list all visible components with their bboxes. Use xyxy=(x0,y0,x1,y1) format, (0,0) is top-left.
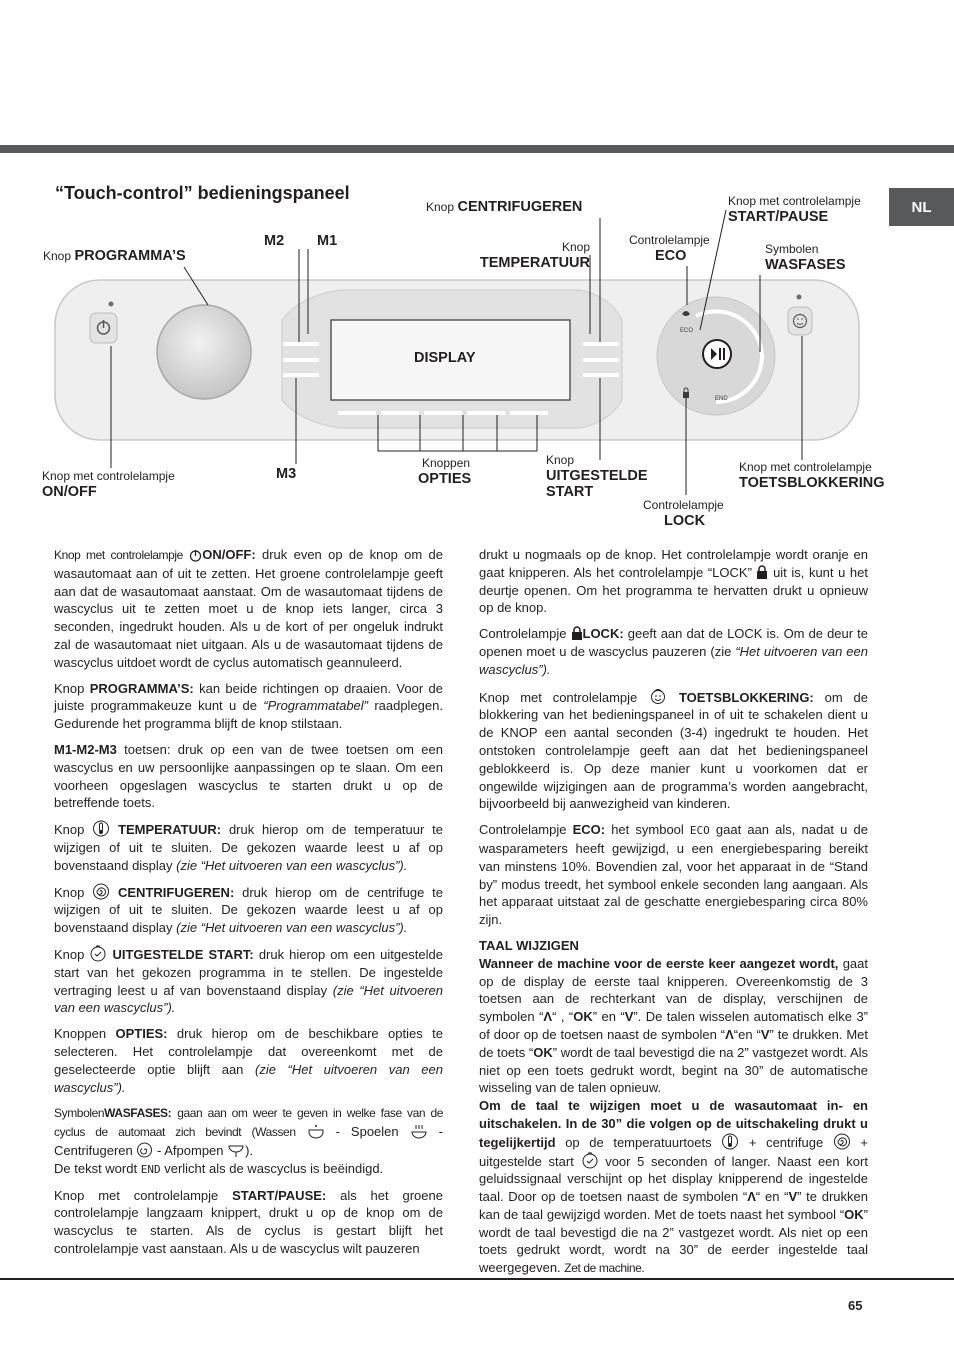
paragraph-programmas: Knop PROGRAMMA’S: kan beide richtingen op draaien. Voor de juiste programmakeuze kunt u de “Programmatabel” raadplegen. Gedurende het programma blijft de knop stilstaan. xyxy=(54,680,443,732)
m3-key xyxy=(283,373,319,377)
option-key-3 xyxy=(424,411,462,415)
section-title: “Touch-control” bedieningspaneel xyxy=(55,183,350,203)
language-tab: NL xyxy=(889,188,954,226)
label-uitgestelde-start: Knop UITGESTELDE START xyxy=(546,453,648,500)
taal-paragraph-1: Wanneer de machine voor de eerste keer aangezet wordt, gaat op de display de eerste taal knipperen. Overeenkomstig de 3 toetsen aan de rechterkant van de display, verschijnen de symbolen “Λ“ , “OK” en “V”. De talen wisselen automatisch elke 3” of door op de toetsen naast de symbolen “Λ“en “V” te drukken. Met de toets “OK” wordt de taal bevestigd die na 2” vastgezet wordt. Als niet op een toets gedrukt wordt, begint na 30” de automatische wisseling van de talen opnieuw. xyxy=(479,955,869,1096)
thermometer-icon xyxy=(721,1133,739,1150)
child-lock-icon xyxy=(648,687,668,705)
thermometer-icon xyxy=(92,820,110,837)
spin-phase-icon xyxy=(136,1142,153,1158)
left-column xyxy=(54,546,443,1266)
label-wasfases: Symbolen WASFASES xyxy=(765,242,846,273)
spin-icon xyxy=(92,883,110,900)
bottom-rule xyxy=(0,1278,954,1280)
label-temperatuur: Knop TEMPERATUUR xyxy=(479,240,590,271)
paragraph-wasfases: SymbolenWASFASES: gaan aan om weer te geven in welke fase van de cyclus de automaat zich bevindt (Wassen - Spoelen - Centrifugeren - Afpompen ). De tekst wordt END verlicht als de wascyclus is beëindigd. xyxy=(54,1106,443,1176)
taal-paragraph-2: Om de taal te wijzigen moet u de wasautomaat in- en uitschakelen. In de 30” die volgen op de uitschakeling drukt u tegelijkertijd op de temperatuurtoets + centrifuge + uitgestelde start voor 5 seconden of langer. Naast een kort geluidssignaal verschijnt op het display knipperend de ingestelde taal. Door op de toetsen naast de symbolen “Λ“ en “V” te drukken kan de taal gewijzigd worden. Met de toets naast het symbool “OK” wordt de taal bevestigd die na 2” vastgezet wordt. Als niet op een toets gedrukt wordt, wordt na 30” de eerder ingestelde taal weergegeven. Zet de machine. xyxy=(479,1098,869,1276)
label-centrifugeren: Knop CENTRIFUGEREN xyxy=(426,199,583,215)
paragraph-temperatuur: Knop TEMPERATUUR: druk hierop om de temperatuur te wijzigen of uit te sluiten. De gekozen waarde leest u af op bovenstaand display (zie “Het uitvoeren van een wascyclus”). xyxy=(54,822,443,873)
paragraph-start-pause-cont: drukt u nogmaals op de knop. Het controlelampje wordt oranje en gaat knipperen. Als het controlelampje “LOCK” uit is, kunt u het deurtje openen. Om het programma te hervatten drukt u opnieuw op de knop. xyxy=(479,547,868,616)
taal-heading: TAAL WIJZIGEN xyxy=(479,937,579,953)
child-lock-button xyxy=(788,307,812,335)
label-m2: M2 xyxy=(264,233,285,249)
child-lock-led xyxy=(797,295,802,300)
label-m3: M3 xyxy=(276,466,297,482)
paragraph-uitgestelde-start: Knop UITGESTELDE START: druk hierop om een uitgestelde start van het gekozen programma in te stellen. De ingestelde vertraging leest u af van bovenstaand display (zie “Het uitvoeren van een wascyclus”). xyxy=(54,946,444,1016)
label-lock: Controlelampje LOCK xyxy=(643,498,724,529)
delay-timer-icon xyxy=(581,1152,599,1169)
label-opties: Knoppen OPTIES xyxy=(418,456,472,487)
on-off-led xyxy=(109,302,114,307)
rinse-icon xyxy=(410,1123,428,1139)
right-key-1 xyxy=(583,342,619,346)
label-on-off: Knop met controlelampje ON/OFF xyxy=(42,469,175,500)
lock-icon xyxy=(571,626,583,641)
paragraph-m1-m3: M1-M2-M3 toetsen: druk op een van de twee toetsen om een wascyclus en uw persoonlijke aanpassingen op te slaan. Om een voorheen opgeslagen wascyclus te starten drukt u op de betreffende toets. xyxy=(54,741,443,811)
lock-icon xyxy=(756,565,768,580)
option-key-1 xyxy=(338,411,376,415)
paragraph-toetsblokkering: Knop met controlelampje TOETSBLOKKERING: om de blokkering van het bedieningspaneel in of uit te schakelen dient u de KNOP een aantal seconden (3-4) ingedrukt te houden. Het ontstoken controlelampje geeft aan dat het bedieningspaneel geblokkeerd is. Op deze manier kunt u voorkomen dat er ongewilde wijzigingen aan de programma’s worden aangebracht, bijvoorbeeld bij aanwezigheid van kinderen. xyxy=(479,687,868,814)
option-key-2 xyxy=(381,411,419,415)
right-key-2 xyxy=(583,358,619,362)
option-key-5 xyxy=(510,411,548,415)
label-programmas: Knop PROGRAMMA’S xyxy=(43,248,186,264)
label-eco: Controlelampje ECO xyxy=(629,233,710,264)
power-icon xyxy=(189,549,202,562)
paragraph-opties: Knoppen OPTIES: druk hierop om de beschikbare opties te selecteren. Het controlelampje dat overeenkomt met de geselecteerde optie blijft aan (zie “Het uitvoeren van een wascyclus”). xyxy=(54,1026,443,1095)
paragraph-centrifugeren: Knop CENTRIFUGEREN: druk hierop om de centrifuge te wijzigen of uit te sluiten. De gekozen waarde leest u af op bovenstaand display (zie “Het uitvoeren van een wascyclus”). xyxy=(54,884,443,936)
label-m1: M1 xyxy=(317,233,338,249)
right-column xyxy=(479,546,868,1278)
option-key-4 xyxy=(467,411,505,415)
paragraph-lock: Controlelampje LOCK: geeft aan dat de LOCK is. Om de deur te openen moet u de wascyclus pauzeren (zie “Het uitvoeren van een wascyclus”). xyxy=(479,626,868,677)
label-start-pause: Knop met controlelampje START/PAUSE xyxy=(728,194,861,225)
panel-lock-icon xyxy=(683,392,689,398)
right-key-3 xyxy=(583,373,619,377)
panel-end-text: END xyxy=(715,396,728,402)
panel-eco-text: ECO xyxy=(680,328,694,334)
spin-icon xyxy=(833,1133,851,1150)
page-number: 65 xyxy=(848,1298,863,1313)
programme-knob xyxy=(157,305,251,399)
paragraph-eco: Controlelampje ECO: het symbool ECO gaat aan als, nadat u de wasparameters heeft gewijzigd, u een energiebesparing bereikt van minstens 10%. Bovendien zal, voor het apparaat in de “Stand by” modus treedt, het symbool enkele seconden lang aangaan. Als het apparaat uitstaat zal de geschatte energiebesparing circa 80% zijn. xyxy=(479,822,868,928)
label-display: DISPLAY xyxy=(414,350,476,366)
taal-section xyxy=(479,937,868,1278)
delay-timer-icon xyxy=(89,945,107,962)
m2-key xyxy=(283,342,319,346)
m1-key xyxy=(283,358,319,362)
paragraph-on-off: Knop met controlelampje ON/OFF: druk even op de knop om de wasautomaat aan of uit te zetten. Het groene controlelampje geeft aan dat de wasautomaat aanstaat. Om de wasautomaat tijdens de wascyclus uit te zetten moet u de knop iets langer, circa 3 seconden, ingedrukt houden. Als u de kort of per ongeluk indrukt zal de wasautomaat niet uitgaan. Als u de wasautomaat tijdens de wascyclus uitdoet wordt de cyclus automatisch geannuleerd. xyxy=(54,547,443,670)
paragraph-start-pause: Knop met controlelampje START/PAUSE: als het groene controlelampje langzaam knippert, drukt u op de knop om de wascyclus te starten. Als de cyclus is gestart blijft het controlelampje vast aanstaan. Als u de wascyclus wilt pauzeren xyxy=(54,1187,443,1256)
drain-icon xyxy=(227,1142,245,1158)
label-toetsblokkering: Knop met controlelampje TOETSBLOKKERING xyxy=(739,460,885,491)
wash-icon xyxy=(307,1123,325,1139)
